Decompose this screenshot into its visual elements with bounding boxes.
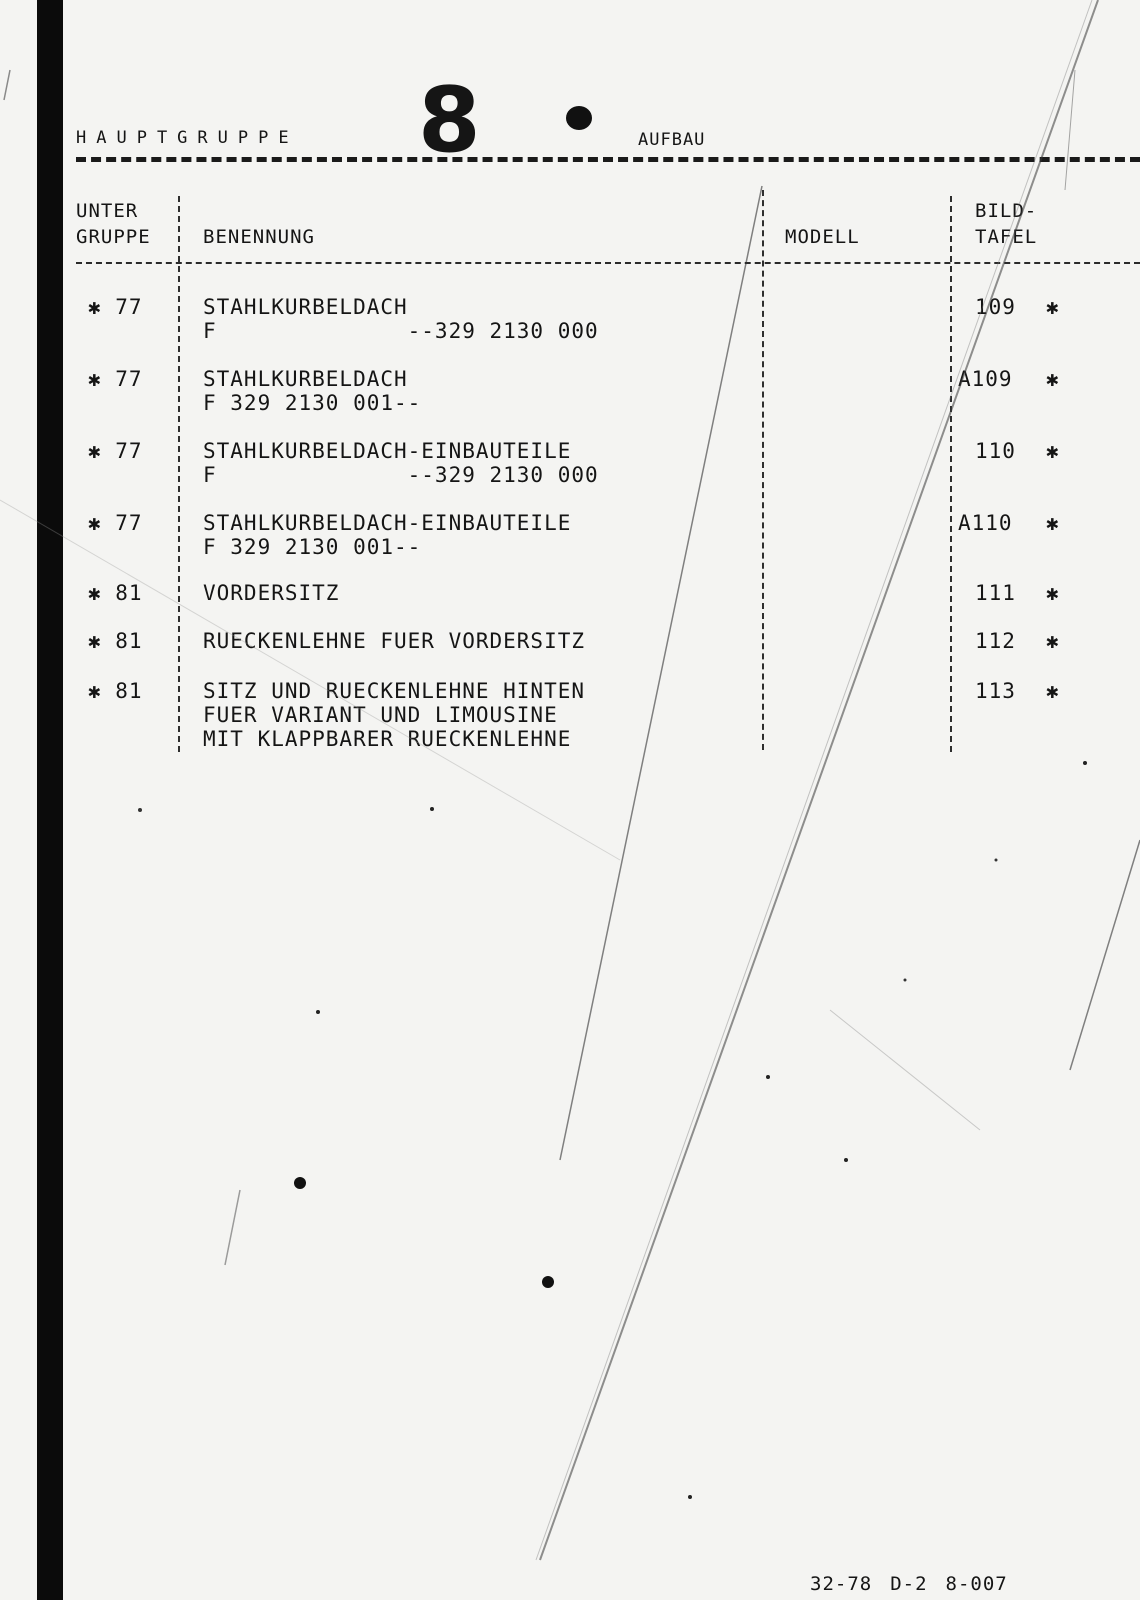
page-title: HAUPTGRUPPE bbox=[76, 128, 299, 148]
row-name: STAHLKURBELDACH bbox=[203, 367, 408, 391]
col-header-bildtafel-1: BILD- bbox=[975, 200, 1038, 222]
row-group: ✱ 77 bbox=[88, 511, 143, 535]
col-header-modell: MODELL bbox=[785, 226, 860, 248]
row-mark: ✱ bbox=[1046, 581, 1060, 605]
row-group: ✱ 81 bbox=[88, 581, 143, 605]
row-name: RUECKENLEHNE FUER VORDERSITZ bbox=[203, 629, 586, 653]
row-tafel: A109 bbox=[958, 367, 1013, 391]
col-header-bildtafel-2: TAFEL bbox=[975, 226, 1038, 248]
row-name: STAHLKURBELDACH-EINBAUTEILE bbox=[203, 439, 572, 463]
row-mark: ✱ bbox=[1046, 439, 1060, 463]
row-mark: ✱ bbox=[1046, 679, 1060, 703]
row-name-line-3: MIT KLAPPBARER RUECKENLEHNE bbox=[203, 727, 572, 751]
row-name-line-2: FUER VARIANT UND LIMOUSINE bbox=[203, 703, 558, 727]
row-tafel: 112 bbox=[975, 629, 1016, 653]
row-name: SITZ UND RUECKENLEHNE HINTEN bbox=[203, 679, 586, 703]
group-number: 8 bbox=[418, 68, 481, 173]
row-part-range: F 329 2130 001-- bbox=[203, 391, 422, 415]
row-name: STAHLKURBELDACH bbox=[203, 295, 408, 319]
group-name: AUFBAU bbox=[638, 130, 706, 150]
row-group: ✱ 81 bbox=[88, 629, 143, 653]
row-mark: ✱ bbox=[1046, 629, 1060, 653]
page-footer bbox=[810, 1573, 1026, 1595]
footer-code: 32-78 bbox=[810, 1573, 873, 1595]
row-tafel: 110 bbox=[975, 439, 1016, 463]
row-group: ✱ 81 bbox=[88, 679, 143, 703]
row-tafel: 113 bbox=[975, 679, 1016, 703]
row-name: STAHLKURBELDACH-EINBAUTEILE bbox=[203, 511, 572, 535]
row-part-range: F --329 2130 000 bbox=[203, 463, 599, 487]
row-group: ✱ 77 bbox=[88, 439, 143, 463]
row-part-range: F 329 2130 001-- bbox=[203, 535, 422, 559]
row-group: ✱ 77 bbox=[88, 295, 143, 319]
row-mark: ✱ bbox=[1046, 367, 1060, 391]
col-header-benennung: BENENNUNG bbox=[203, 226, 315, 248]
row-group: ✱ 77 bbox=[88, 367, 143, 391]
col-header-untergruppe-1: UNTER bbox=[76, 200, 139, 222]
col-header-untergruppe-2: GRUPPE bbox=[76, 226, 151, 248]
row-mark: ✱ bbox=[1046, 511, 1060, 535]
row-mark: ✱ bbox=[1046, 295, 1060, 319]
row-name: VORDERSITZ bbox=[203, 581, 340, 605]
row-tafel: 111 bbox=[975, 581, 1016, 605]
footer-region: D-2 bbox=[890, 1573, 928, 1595]
row-part-range: F --329 2130 000 bbox=[203, 319, 599, 343]
row-tafel: A110 bbox=[958, 511, 1013, 535]
footer-page-number: 8-007 bbox=[945, 1573, 1008, 1595]
row-tafel: 109 bbox=[975, 295, 1016, 319]
